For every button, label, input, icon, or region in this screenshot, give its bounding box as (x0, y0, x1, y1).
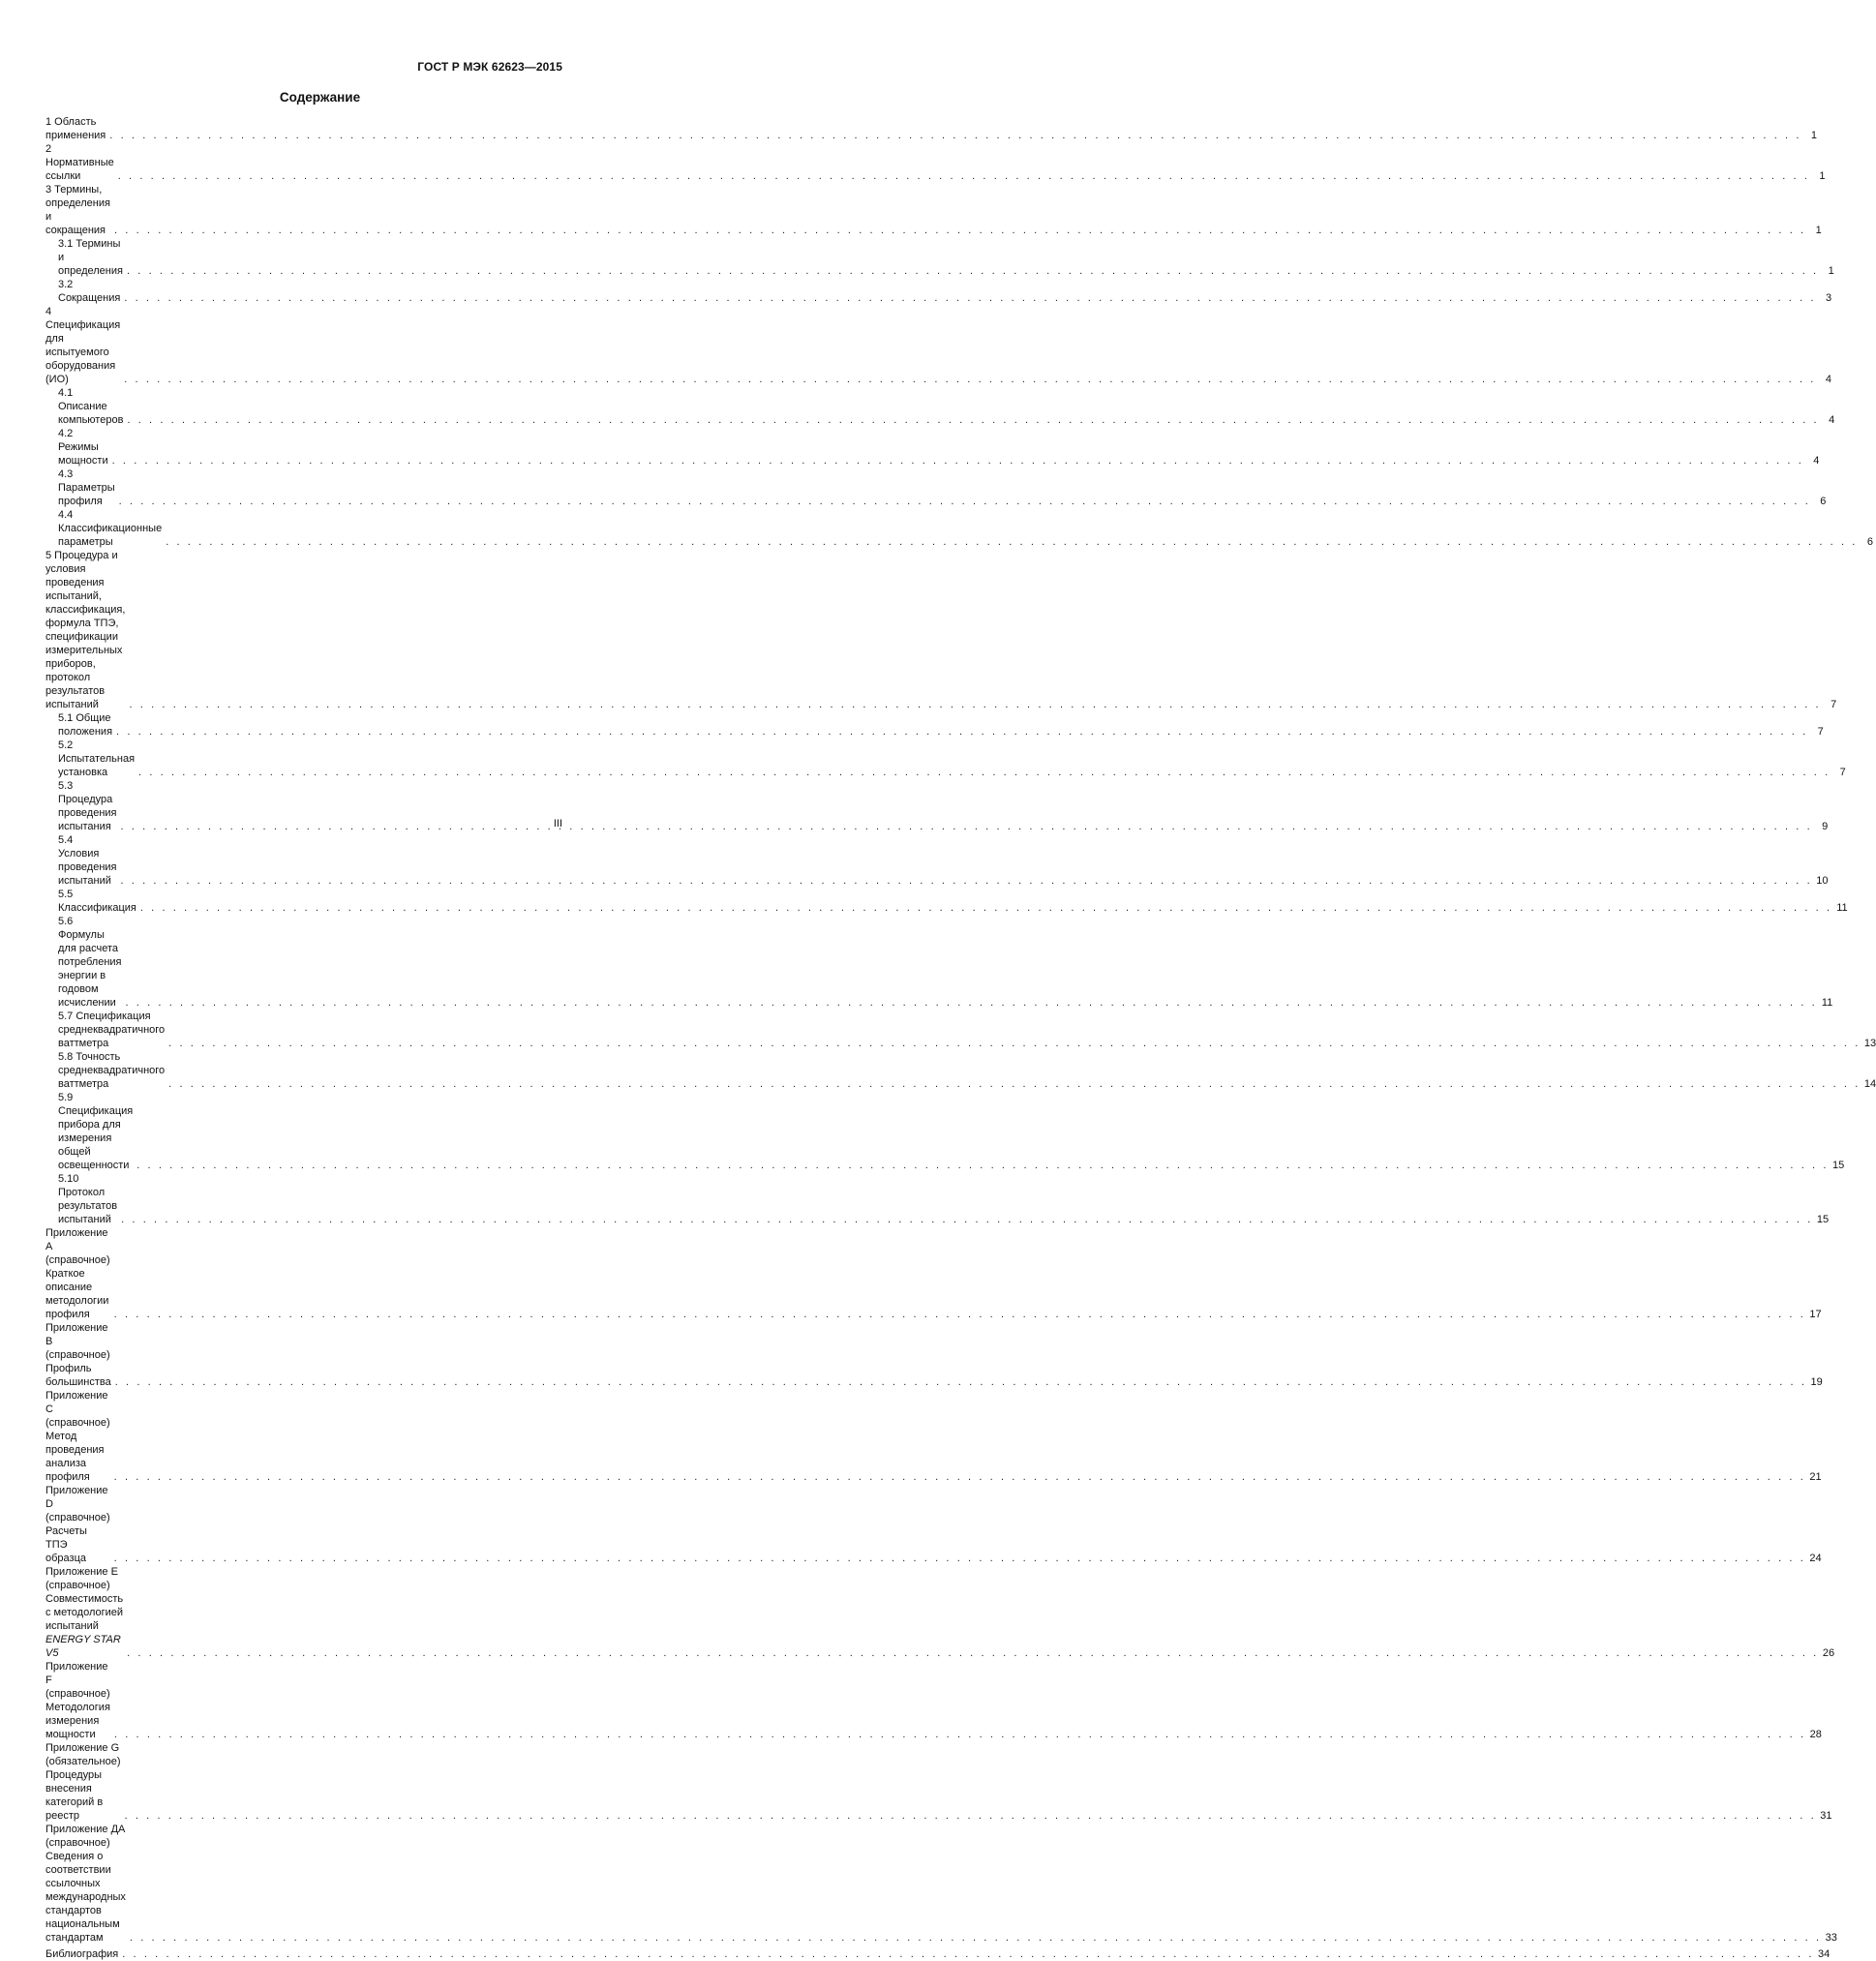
toc-entry[interactable] (45, 739, 1846, 779)
toc-entry-page: 7 (1839, 767, 1846, 778)
toc-leader-dots (166, 535, 1858, 549)
toc-entry-label: Приложение F (справочное) Методология измерения мощности (45, 1661, 110, 1740)
toc-entry-label: 4.2 Режимы мощности (58, 428, 108, 467)
toc-entry-page: 15 (1831, 1160, 1845, 1171)
toc-leader-dots (121, 1213, 1813, 1226)
toc-entry-page: 7 (1831, 699, 1837, 710)
toc-entry-page: 6 (1820, 496, 1827, 507)
toc-leader-dots (122, 1947, 1814, 1961)
toc-entry-page: 31 (1820, 1810, 1832, 1822)
toc-entry[interactable] (45, 1660, 1822, 1741)
toc-leader-dots (118, 169, 1810, 183)
toc-entry-page: 21 (1809, 1471, 1822, 1483)
toc-entry[interactable] (45, 711, 1824, 739)
toc-entry-label: Приложение С (справочное) Метод проведения анализа профиля (45, 1390, 110, 1483)
toc-entry-label: Приложение D (справочное) Расчеты ТПЭ образца (45, 1485, 110, 1564)
toc-leader-dots (115, 1375, 1807, 1389)
toc-leader-dots (136, 1159, 1829, 1172)
toc-leader-dots (129, 698, 1821, 711)
toc-entry[interactable] (45, 1484, 1822, 1565)
toc-entry[interactable] (45, 427, 1820, 468)
toc-entry-label: 5.2 Испытательная установка (58, 739, 136, 778)
toc-entry[interactable] (45, 779, 1829, 833)
toc-entry-page: 17 (1809, 1309, 1822, 1320)
toc-entry[interactable] (45, 1565, 1835, 1660)
toc-leader-dots (114, 1728, 1806, 1741)
toc-entry-page: 3 (1825, 292, 1832, 304)
toc-entry-page: 13 (1863, 1038, 1876, 1049)
toc-entry-label: 5.8 Точность среднеквадратичного ваттметра (58, 1051, 166, 1090)
toc-entry-label: 5.4 Условия проведения испытаний (58, 834, 117, 887)
toc-entry-page: 33 (1825, 1932, 1837, 1944)
toc-entry-page: 1 (1815, 225, 1822, 236)
toc-leader-dots (124, 291, 1816, 305)
toc-entry-label: 4.4 Классификационные параметры (58, 509, 163, 548)
toc-entry-page: 7 (1817, 726, 1824, 738)
toc-entry-page: 28 (1809, 1729, 1822, 1740)
toc-entry[interactable] (45, 1321, 1823, 1389)
toc-leader-dots (138, 766, 1831, 779)
toc-entry-label: 5.9 Спецификация прибора для измерения общей освещенности (58, 1092, 134, 1171)
toc-entry-page: 1 (1810, 130, 1818, 141)
toc-entry-label: Приложение Е (справочное) Совместимость с методологией испытаний ENERGY STAR V5 (45, 1566, 124, 1659)
toc-leader-dots (109, 129, 1801, 142)
toc-leader-dots (121, 820, 1813, 833)
toc-entry-label: Приложение ДА (справочное) Сведения о соответствии ссылочных международных стандартов национальным стандартам (45, 1824, 126, 1944)
toc-entry-label: 3.1 Термины и определения (58, 238, 123, 277)
toc-entry-label: 2 Нормативные ссылки (45, 143, 114, 182)
toc-entry-label: Приложение В (справочное) Профиль большинства (45, 1322, 111, 1388)
toc-leader-dots (130, 1931, 1822, 1945)
toc-leader-dots (119, 495, 1811, 508)
toc-entry-page: 11 (1821, 997, 1833, 1009)
toc-entry[interactable] (45, 888, 1848, 915)
page-number: III (553, 818, 562, 830)
toc-entry-label: Приложение G (обязательное) Процедуры внесения категорий в реестр (45, 1742, 121, 1822)
toc-leader-dots (116, 725, 1808, 739)
toc-entry-label: 5.6 Формулы для расчета потребления энергии в годовом исчислении (58, 916, 122, 1009)
toc-entry-label: 4.1 Описание компьютеров (58, 387, 124, 426)
toc-entry-label: 5 Процедура и условия проведения испытаний, классификация, формула ТПЭ, спецификации измерительных приборов, протокол результатов испытаний (45, 550, 126, 710)
toc-entry[interactable] (45, 1389, 1822, 1484)
toc-leader-dots (168, 1077, 1861, 1091)
toc-entry-label: Приложение А (справочное) Краткое описание методологии профиля (45, 1227, 110, 1320)
toc-entry-label: 3 Термины, определения и сокращения (45, 184, 110, 236)
toc-entry-page: 19 (1810, 1376, 1823, 1388)
toc-entry[interactable] (45, 1945, 1831, 1961)
toc-leader-dots (114, 1308, 1806, 1321)
toc-leader-dots (127, 413, 1819, 427)
toc-entry[interactable] (45, 1172, 1830, 1226)
toc-entry-page: 4 (1829, 414, 1835, 426)
toc-entry-label: Библиография (45, 1947, 119, 1960)
toc-entry-page: 6 (1866, 536, 1873, 548)
toc-entry-page: 9 (1822, 821, 1829, 832)
toc-entry[interactable] (45, 1091, 1845, 1172)
toc-entry-label: 5.1 Общие положения (58, 712, 113, 738)
toc-leader-dots (125, 1809, 1817, 1823)
toc-leader-dots (140, 901, 1832, 915)
toc-entry-label: 5.7 Спецификация среднеквадратичного ваттметра (58, 1011, 166, 1049)
toc-leader-dots (127, 1646, 1819, 1660)
toc-entry[interactable] (45, 386, 1835, 427)
toc-leader-dots (127, 264, 1819, 278)
toc-entry-page: 11 (1836, 902, 1848, 914)
toc-entry-page: 4 (1825, 374, 1831, 385)
toc-entry[interactable] (45, 1226, 1822, 1321)
toc-entry[interactable] (45, 1823, 1837, 1945)
toc-entry-page: 34 (1818, 1947, 1831, 1960)
toc-entry[interactable] (45, 1010, 1876, 1050)
toc-entry-label: 5.5 Классификация (58, 889, 136, 914)
toc-leader-dots (112, 454, 1804, 468)
table-of-contents (45, 115, 1876, 1961)
toc-entry[interactable] (45, 549, 1837, 711)
toc-leader-dots (168, 1037, 1861, 1050)
toc-leader-dots (114, 1470, 1806, 1484)
toc-entry[interactable] (45, 278, 1832, 305)
toc-entry-page: 15 (1816, 1214, 1830, 1225)
toc-entry-label: 5.10 Протокол результатов испытаний (58, 1173, 118, 1225)
toc-entry[interactable] (45, 508, 1873, 549)
toc-leader-dots (126, 996, 1818, 1010)
standard-designation: ГОСТ Р МЭК 62623—2015 (417, 60, 562, 74)
toc-entry-page: 10 (1816, 875, 1829, 887)
toc-entry[interactable] (45, 1050, 1876, 1091)
toc-entry[interactable] (45, 305, 1831, 386)
toc-leader-dots (124, 373, 1816, 386)
toc-entry-page: 26 (1822, 1647, 1835, 1659)
toc-entry-label: 1 Область применения (45, 116, 106, 141)
toc-entry-page: 1 (1819, 170, 1826, 182)
toc-entry-page: 4 (1813, 455, 1820, 467)
toc-entry[interactable] (45, 115, 1818, 142)
toc-leader-dots (114, 224, 1806, 237)
toc-entry-label: 4 Спецификация для испытуемого оборудования (ИО) (45, 306, 121, 385)
toc-entry[interactable] (45, 468, 1827, 508)
toc-leader-dots (121, 874, 1813, 888)
toc-entry[interactable] (45, 833, 1829, 888)
toc-entry-label: 4.3 Параметры профиля (58, 468, 115, 507)
toc-leader-dots (114, 1552, 1806, 1565)
toc-entry-label: 3.2 Сокращения (58, 279, 121, 304)
toc-entry-page: 24 (1809, 1553, 1822, 1564)
toc-entry[interactable] (45, 183, 1822, 237)
toc-entry[interactable] (45, 142, 1826, 183)
toc-entry[interactable] (45, 1741, 1832, 1823)
page-title: Содержание (279, 90, 361, 105)
toc-entry-page: 14 (1863, 1078, 1876, 1090)
italic-term: ENERGY STAR V5 (45, 1634, 121, 1659)
toc-entry[interactable] (45, 237, 1834, 278)
toc-entry[interactable] (45, 915, 1833, 1010)
toc-entry-label: 5.3 Процедура проведения испытания (58, 780, 117, 832)
toc-entry-page: 1 (1828, 265, 1834, 277)
